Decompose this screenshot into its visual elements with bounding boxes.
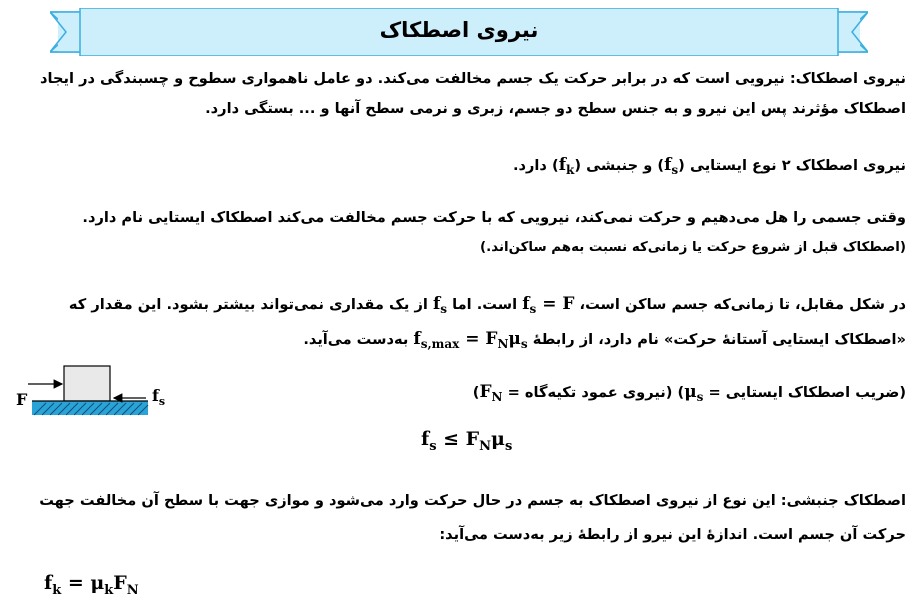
paragraph-static <box>14 203 906 263</box>
static-friction-inequality: $f_s \le F_N\mu_s$ <box>421 428 513 454</box>
threshold-line-1: در شکل مقابل، تا زمانی‌که جسم ساکن است، $f_s = F$ است. اما $f_s$ از یک مقداری نمی‌تواند بیشتر بشود. این مقدار که <box>14 289 906 324</box>
mu-s-symbol: $\mu_s$ <box>684 382 704 404</box>
paragraph-types: نیروی اصطکاک ۲ نوع ایستایی $(f_s)$ و جنبشی $(f_k)$ دارد. <box>14 150 906 185</box>
static-friction-symbol: $f_s$ <box>664 155 679 177</box>
equation-fs-max: $f_{s,max} = F_N\mu_s$ <box>413 329 528 351</box>
fs-symbol: $f_s$ <box>432 294 448 316</box>
diagram-figure <box>14 362 174 424</box>
fn-symbol: $F_N$ <box>479 382 503 404</box>
types-text-mid: و جنبشی <box>586 157 653 174</box>
friction-force-label: $f_s$ <box>152 386 166 409</box>
paragraph-coefficients: (ضریب اصطکاک ایستایی = $\mu_s$) (نیروی عمود تکیه‌گاه = $F_N$) <box>200 377 906 412</box>
definition-line-1: نیروی اصطکاک: نیرویی است که در برابر حرکت یک جسم مخالفت می‌کند. دو عامل ناهمواری سطوح و چسبندگی در ایجاد <box>40 70 906 87</box>
types-text-post: دارد. <box>512 157 547 174</box>
equation-fs-equals-f: $f_s = F$ <box>522 294 575 316</box>
title-banner <box>50 8 868 56</box>
static-line-1: وقتی جسمی را هل می‌دهیم و حرکت نمی‌کند، نیرویی که با حرکت جسم مخالفت می‌کند اصطکاک ایستایی نام دارد. <box>82 209 906 226</box>
kinetic-friction-equation: $f_k = \mu_kF_N$ <box>44 572 139 598</box>
paragraph-threshold <box>14 289 906 359</box>
block <box>64 366 110 401</box>
kinetic-friction-symbol: $f_k$ <box>558 155 575 177</box>
paragraph-kinetic <box>14 484 906 552</box>
definition-line-2: اصطکاک مؤثرند پس این نیرو و به جنس سطح دو جسم، زبری و نرمی سطح آنها و ... بستگی دارد. <box>205 100 906 117</box>
static-line-2: (اصطکاک قبل از شروع حرکت یا زمانی‌که نسبت به‌هم ساکن‌اند.) <box>480 240 906 255</box>
paragraph-definition <box>14 64 906 124</box>
threshold-line-2: «اصطکاک ایستایی آستانهٔ حرکت» نام دارد، از رابطهٔ $f_{s,max} = F_N\mu_s$ به‌دست می‌آید. <box>14 324 906 359</box>
applied-force-label: F <box>16 390 28 409</box>
kinetic-line-2: حرکت آن جسم است. اندازهٔ این نیرو از رابطهٔ زیر به‌دست می‌آید: <box>439 526 906 543</box>
block-on-surface-diagram <box>14 362 174 428</box>
page-title: نیروی اصطکاک <box>379 18 539 42</box>
kinetic-line-1: اصطکاک جنبشی: این نوع از نیروی اصطکاک به جسم در حال حرکت وارد می‌شود و موازی جهت با سطح آن مخالفت جهت <box>39 492 906 509</box>
types-text-pre: نیروی اصطکاک ۲ نوع ایستایی <box>689 157 906 174</box>
